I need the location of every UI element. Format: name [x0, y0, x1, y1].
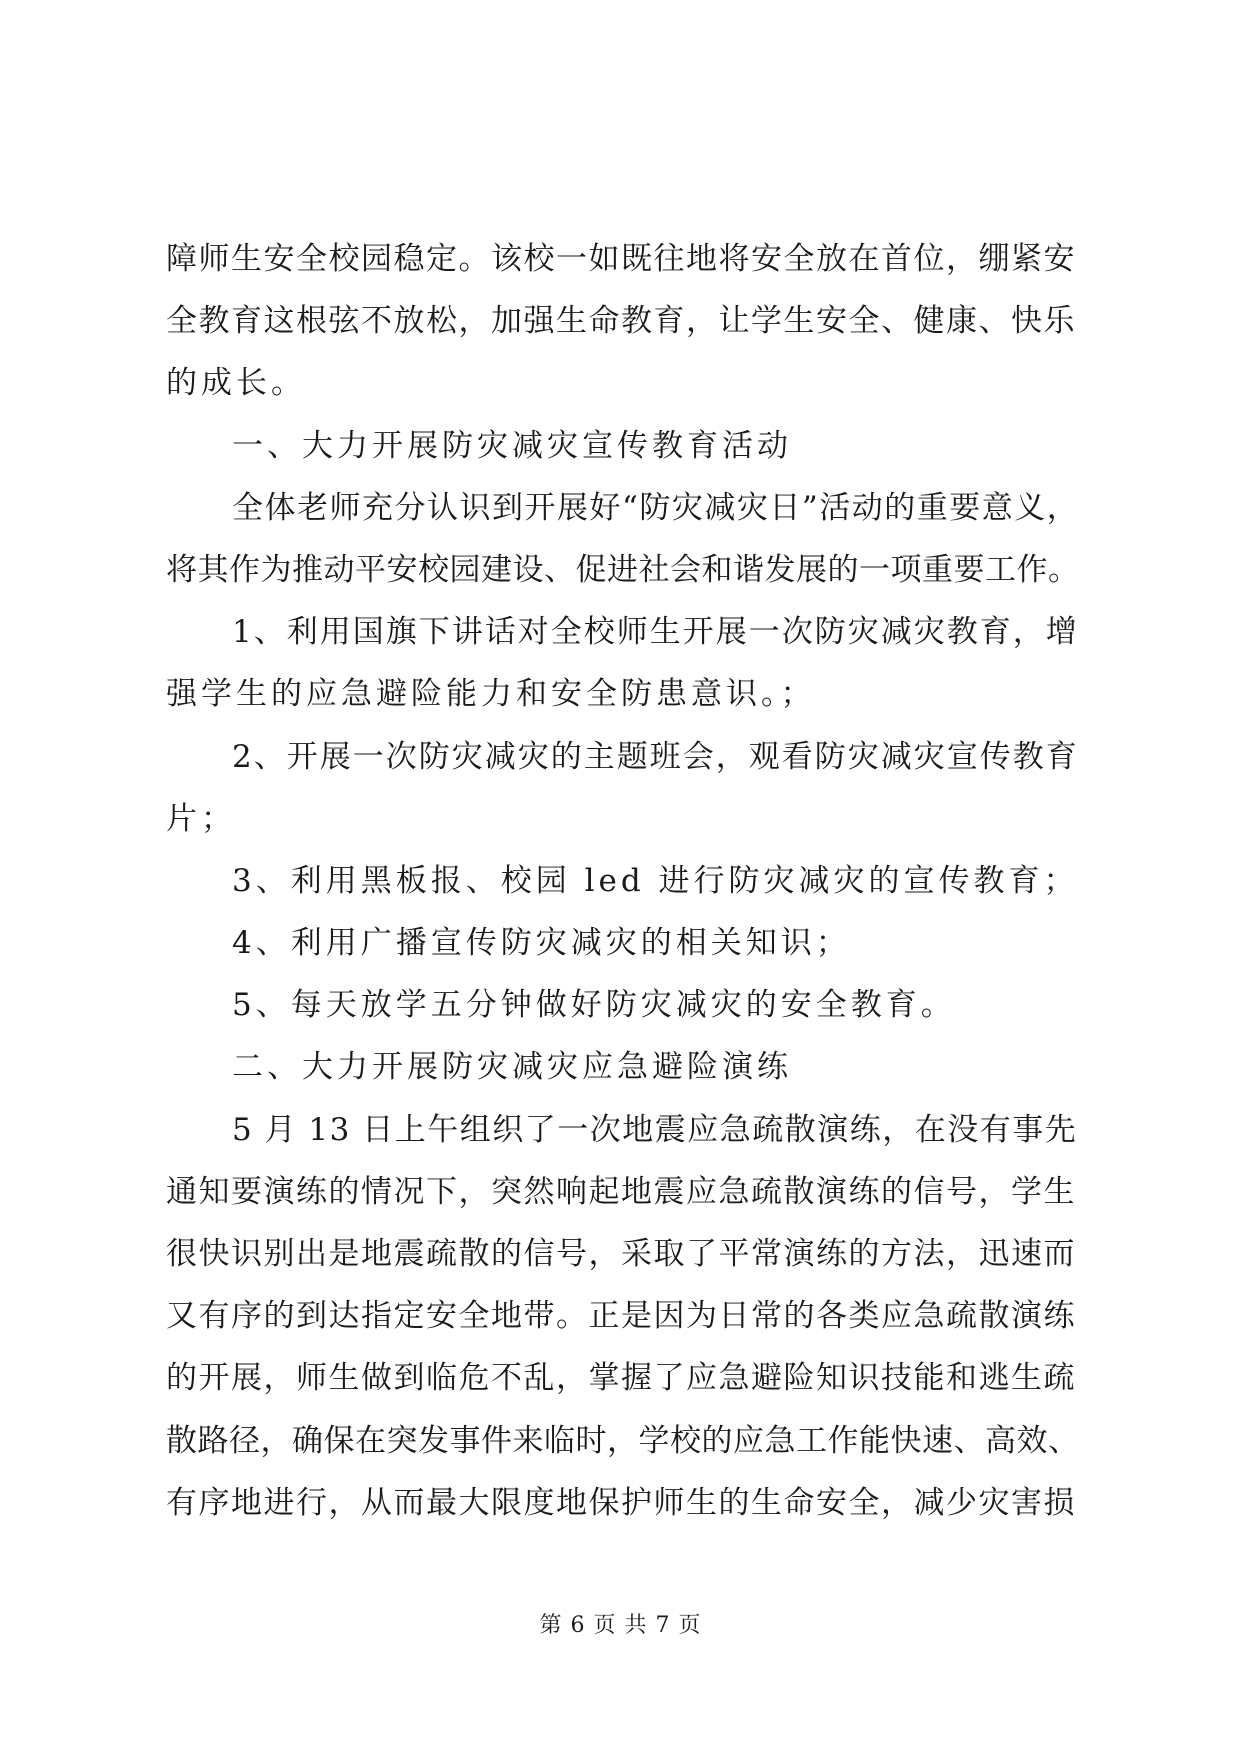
paragraph-line: 又有序的到达指定安全地带。正是因为日常的各类应急疏散演练: [166, 1298, 1076, 1335]
paragraph-line: 散路径，确保在突发事件来临时，学校的应急工作能快速、高效、: [166, 1422, 1080, 1459]
document-body: [166, 228, 1086, 1534]
section-heading: 一、大力开展防灾减灾宣传教育活动: [232, 427, 792, 464]
paragraph-line: 的成长。: [166, 365, 306, 402]
paragraph-line: 将其作为推动平安校园建设、促进社会和谐发展的一项重要工作。: [166, 551, 1080, 588]
paragraph-line: 5 月 13 日上午组织了一次地震应急疏散演练，在没有事先: [232, 1111, 1078, 1148]
list-item: 2、开展一次防灾减灾的主题班会，观看防灾减灾宣传教育: [232, 738, 1079, 775]
paragraph-line: 障师生安全校园稳定。该校一如既往地将安全放在首位，绷紧安: [166, 241, 1076, 277]
paragraph-line: 全体老师充分认识到开展好“防灾减灾日”活动的重要意义，: [232, 489, 1080, 526]
page-number-footer: 第 6 页 共 7 页: [539, 1613, 702, 1638]
section-heading: 二、大力开展防灾减灾应急避险演练: [232, 1049, 792, 1086]
list-item: 4、利用广播宣传防灾减灾的相关知识；: [232, 925, 851, 962]
list-item: 1、利用国旗下讲话对全校师生开展一次防灾减灾教育，增: [232, 614, 1079, 651]
paragraph-line: 强学生的应急避险能力和安全防患意识。；: [166, 676, 816, 713]
paragraph-line: 的开展，师生做到临危不乱，掌握了应急避险知识技能和逃生疏: [166, 1360, 1076, 1397]
list-item: 5、每天放学五分钟做好防灾减灾的安全教育。: [232, 987, 956, 1024]
list-item: 3、利用黑板报、校园 led 进行防灾减灾的宣传教育；: [232, 862, 1079, 899]
paragraph-line: 很快识别出是地震疏散的信号，采取了平常演练的方法，迅速而: [166, 1236, 1076, 1272]
paragraph-line: 有序地进行，从而最大限度地保护师生的生命安全，减少灾害损: [166, 1484, 1076, 1521]
paragraph-line: 通知要演练的情况下，突然响起地震应急疏散演练的信号，学生: [166, 1173, 1076, 1210]
paragraph-line: 全教育这根弦不放松，加强生命教育，让学生安全、健康、快乐: [166, 303, 1076, 340]
paragraph-line: 片；: [166, 800, 236, 837]
